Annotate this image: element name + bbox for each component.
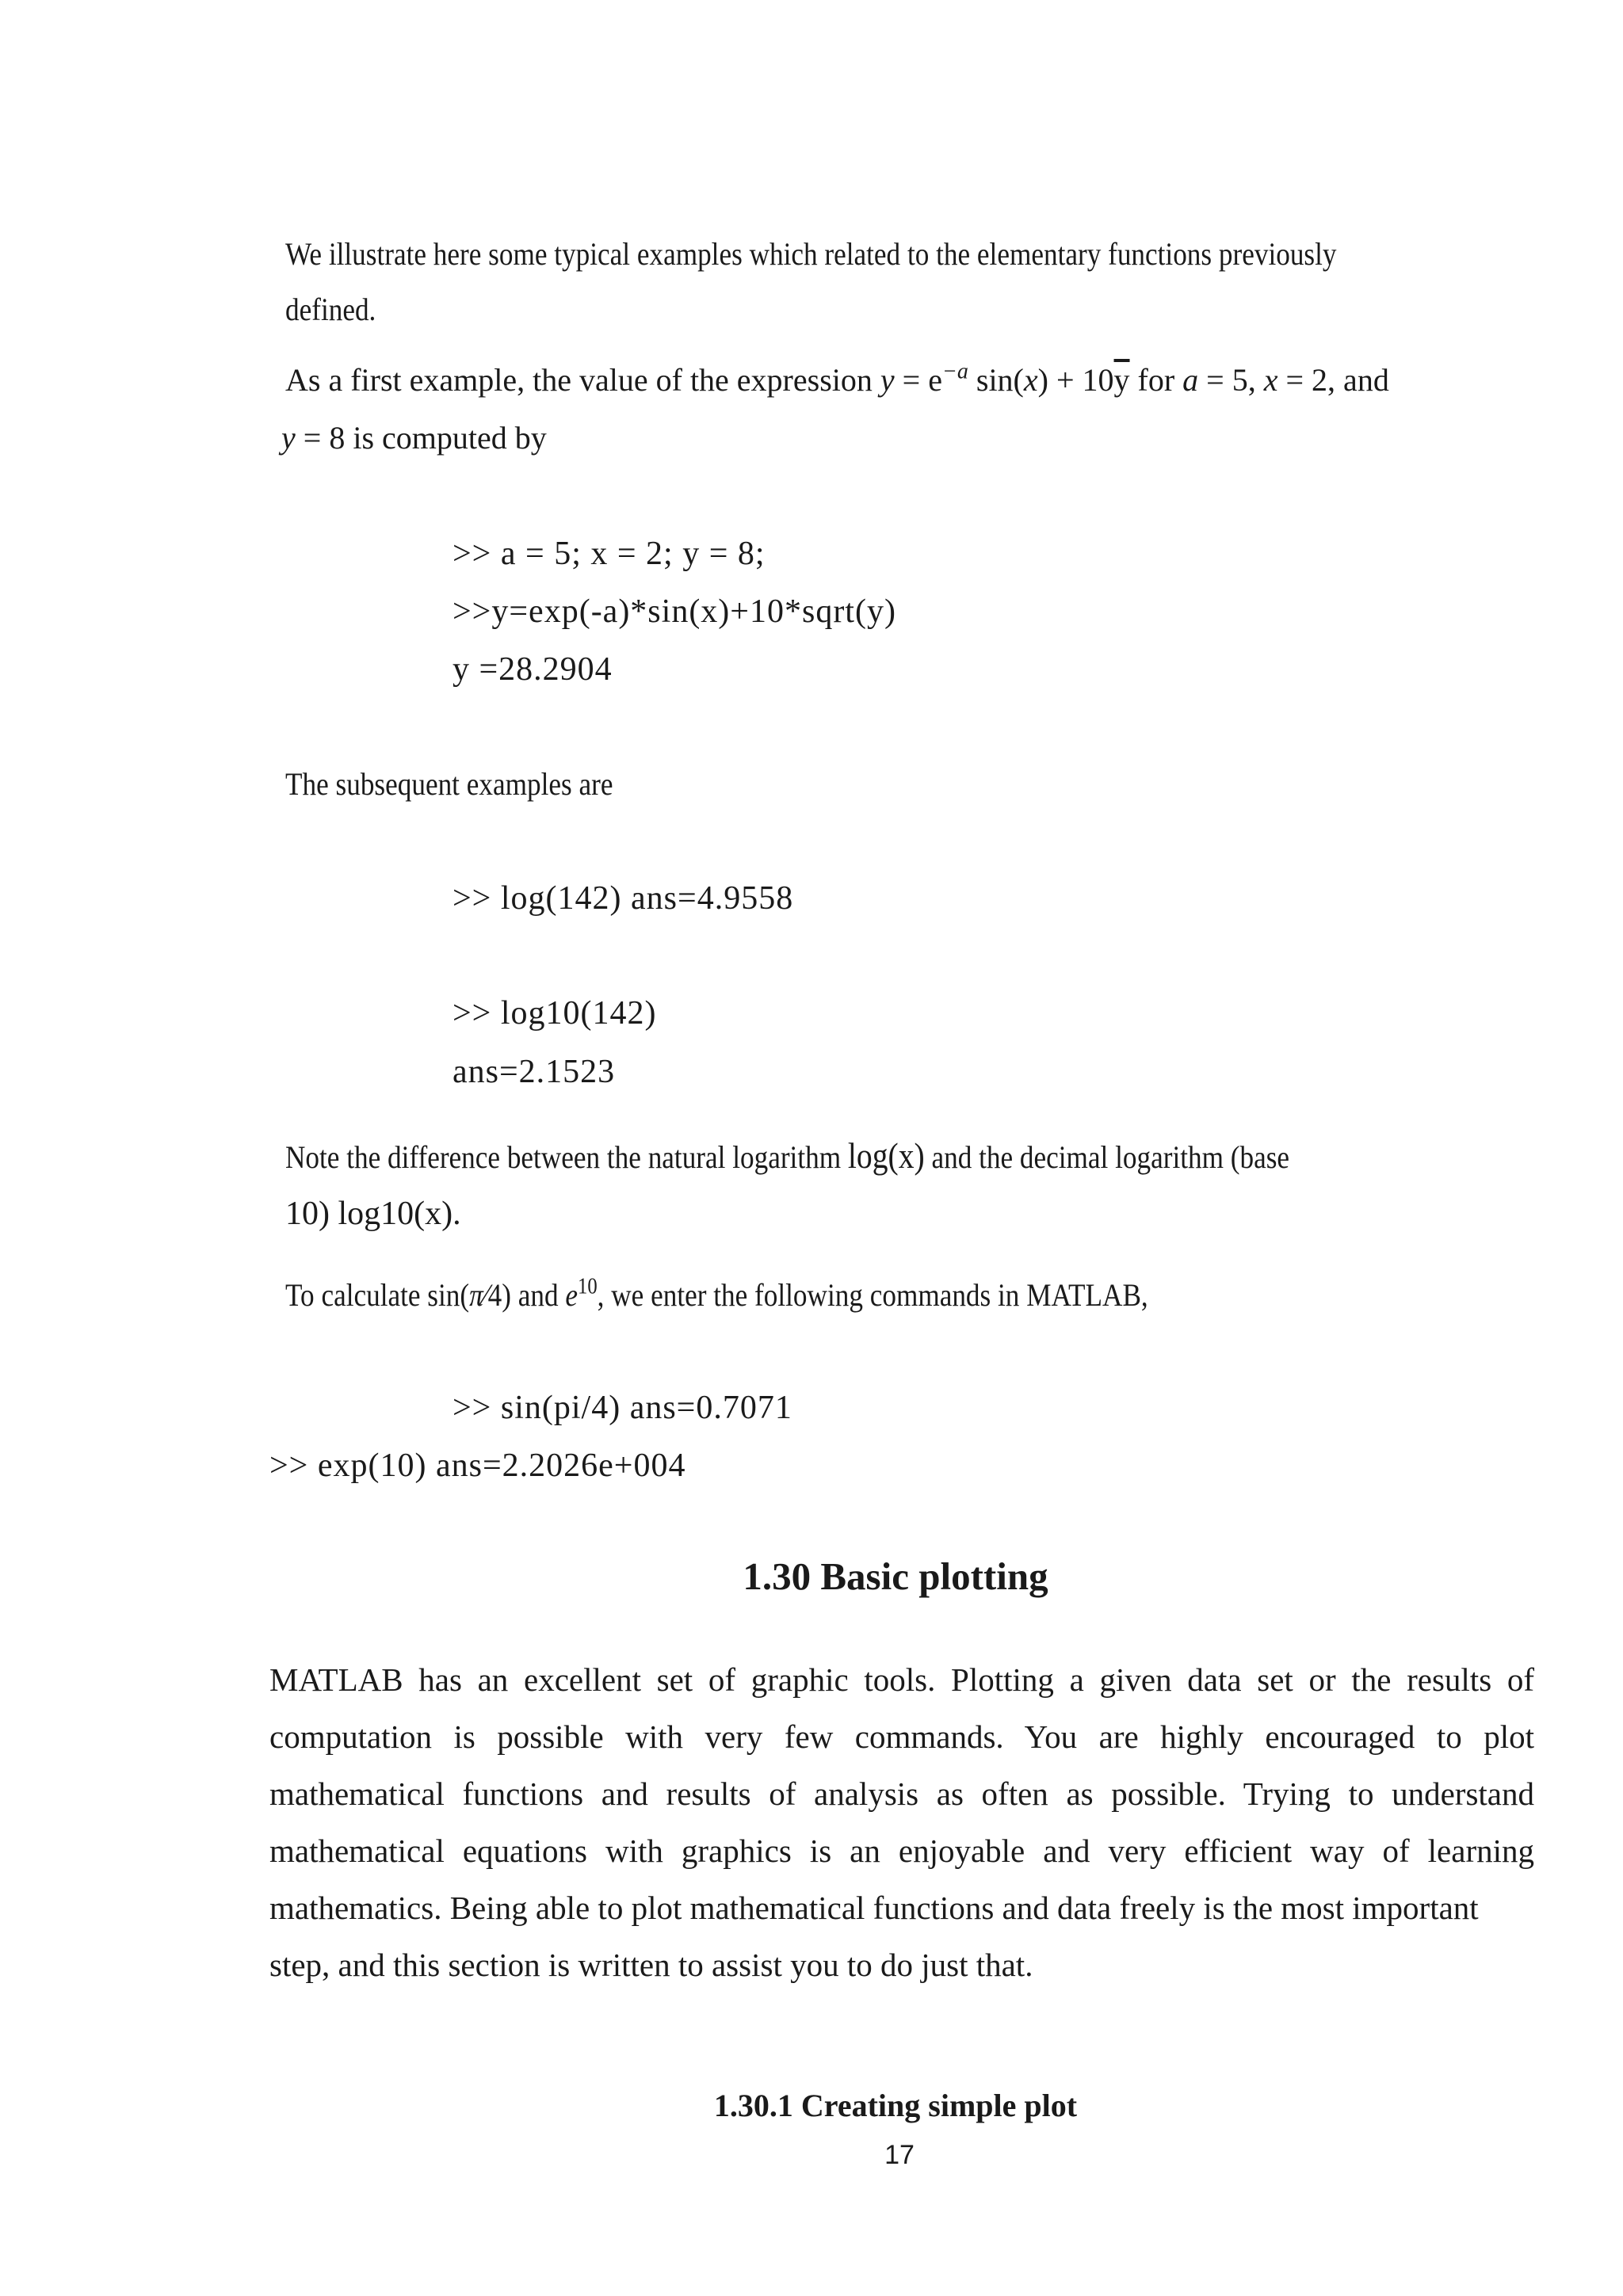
- code3-line-1: >> sin(pi/4) ans=0.7071: [453, 1390, 792, 1426]
- calc-line: [285, 1276, 1148, 1315]
- paragraph-line: step, and this section is written to assist you to do just that.: [269, 1947, 1033, 1983]
- code1-line-2: >>y=exp(-a)*sin(x)+10*sqrt(y): [453, 593, 896, 630]
- expr-x: x: [1023, 362, 1038, 398]
- page-number: 17: [884, 2140, 915, 2170]
- example-expression-line: [285, 360, 1389, 400]
- var-a: a: [1182, 362, 1199, 398]
- expr-exponent: −a: [941, 359, 968, 384]
- var-x: x: [1263, 362, 1278, 398]
- expr-y: y: [880, 362, 895, 398]
- example-lead: As a first example, the value of the expression: [285, 362, 873, 398]
- val-a: = 5,: [1198, 362, 1264, 398]
- code1-line-1: >> a = 5; x = 2; y = 8;: [453, 536, 766, 572]
- note-line-1: [285, 1136, 1289, 1177]
- section-heading: 1.30 Basic plotting: [743, 1554, 1048, 1598]
- var-y: y: [281, 420, 296, 456]
- paragraph-line: MATLAB has an excellent set of graphic tools. Plotting a given data set or the results of: [269, 1661, 1534, 1698]
- intro-line-2: defined.: [285, 292, 376, 327]
- paragraph-line: mathematical functions and results of analysis as often as possible. Trying to understand: [269, 1775, 1534, 1812]
- computed-by: = 8 is computed by: [295, 420, 547, 456]
- val-x: = 2, and: [1277, 362, 1389, 398]
- note-line-2: 10) log10(x).: [285, 1196, 461, 1232]
- subsequent-text: The subsequent examples are: [285, 766, 613, 802]
- code2-line-1: >> log(142) ans=4.9558: [453, 880, 794, 917]
- calc-e: e: [565, 1277, 579, 1313]
- code2-line-2: >> log10(142): [453, 995, 657, 1032]
- expr-plus: ) + 10: [1037, 362, 1114, 398]
- expr-for: for: [1129, 362, 1183, 398]
- code1-line-3: y =28.2904: [453, 651, 613, 688]
- expr-eq: = e: [894, 362, 942, 398]
- note-text-a: Note the difference between the natural logarithm: [285, 1139, 848, 1175]
- calc-text-b: ⁄4) and: [483, 1277, 566, 1313]
- paragraph-line: mathematics. Being able to plot mathematical functions and data freely is the most important: [269, 1890, 1479, 1926]
- note-log: log(x): [847, 1136, 925, 1176]
- code2-line-3: ans=2.1523: [453, 1054, 616, 1090]
- example-line-y: [281, 418, 547, 458]
- paragraph-line: computation is possible with very few commands. You are highly encouraged to plot: [269, 1718, 1534, 1755]
- calc-exponent: 10: [578, 1274, 598, 1299]
- calc-pi: π: [469, 1277, 483, 1313]
- subsection-heading: 1.30.1 Creating simple plot: [713, 2088, 1078, 2123]
- note-text-c: and the decimal logarithm (base: [924, 1139, 1290, 1175]
- calc-text-c: , we enter the following commands in MATLAB,: [597, 1277, 1148, 1313]
- paragraph-line: mathematical equations with graphics is an enjoyable and very efficient way of learning: [269, 1833, 1534, 1869]
- calc-text-a: To calculate sin(: [285, 1277, 470, 1313]
- expr-sqrt-y: $\overline{y}$: [1113, 362, 1130, 398]
- intro-line-1: We illustrate here some typical examples which related to the elementary functions previously: [285, 236, 1337, 272]
- section-paragraph: [269, 1651, 1534, 1993]
- code3-line-2: >> exp(10) ans=2.2026e+004: [269, 1447, 686, 1484]
- expr-sin: sin(: [968, 362, 1024, 398]
